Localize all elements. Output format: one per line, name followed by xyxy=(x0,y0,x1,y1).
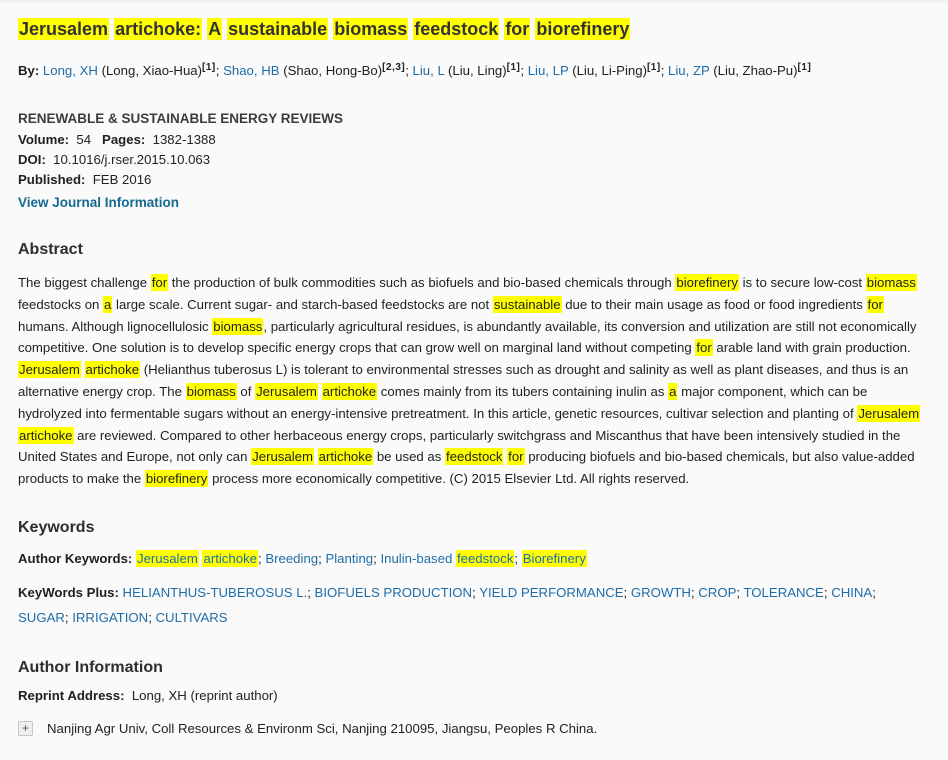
address-text: Nanjing Agr Univ, Coll Resources & Environm Sci, Nanjing 210095, Jiangsu, Peoples R China. xyxy=(47,720,598,736)
text-segment: 10.1016/j.rser.2015.10.063 xyxy=(45,152,211,167)
author-link[interactable]: Liu, L xyxy=(412,63,445,78)
author-link[interactable]: Liu, LP xyxy=(527,63,569,78)
text-segment: ; xyxy=(623,584,631,600)
abstract-heading: Abstract xyxy=(18,241,83,258)
keyword-plus-link[interactable]: CROP xyxy=(698,584,737,600)
text-segment: producing biofuels and bio-based chemicals, but also value-added products to make the xyxy=(18,449,919,487)
text-segment: (Helianthus tuberosus L) is tolerant to environmental stresses such as drought and salinity as well as plant diseases, and thus is an alternative energy crop. The xyxy=(18,362,912,399)
text-segment: is to secure low-cost xyxy=(738,275,866,290)
text-segment: ; xyxy=(64,609,73,625)
keyword-plus-link[interactable]: BIOFUELS PRODUCTION xyxy=(314,584,473,600)
view-journal-information-link[interactable]: View Journal Information xyxy=(18,195,180,210)
text-segment: The biggest challenge xyxy=(18,275,151,290)
keywords-plus-line xyxy=(18,580,930,630)
text-segment xyxy=(81,362,85,377)
reprint-address-line xyxy=(18,688,930,704)
text-segment: artichoke xyxy=(19,427,73,443)
text-segment: for xyxy=(505,19,530,39)
text-segment: biorefinery xyxy=(536,19,630,39)
text-segment: biomass xyxy=(866,275,916,290)
text-segment: artichoke: xyxy=(115,19,202,39)
text-segment: feedstocks on xyxy=(18,275,921,312)
author-link[interactable]: Shao, HB xyxy=(223,63,280,78)
volume-pages-line xyxy=(18,133,930,147)
affiliation-superscript: [1] xyxy=(797,62,812,73)
reprint-address-label: Reprint Address: xyxy=(18,687,125,703)
page-title xyxy=(18,17,930,41)
text-segment: Jerusalem xyxy=(19,19,109,39)
affiliation-superscript: [1] xyxy=(646,62,661,73)
keywords-heading: Keywords xyxy=(18,518,95,536)
address-row xyxy=(18,721,930,736)
text-segment: Long, XH (reprint author) xyxy=(124,687,278,703)
volume-label: Volume: xyxy=(18,132,70,147)
text-segment: a xyxy=(669,383,677,399)
keyword-link[interactable]: Biorefinery xyxy=(522,550,586,566)
text-segment: ; xyxy=(690,584,699,600)
author-keywords-line xyxy=(18,546,930,571)
published-line xyxy=(18,173,930,187)
text-segment: artichoke xyxy=(85,362,140,378)
keyword-plus-link[interactable]: HELIANTHUS-TUBEROSUS L. xyxy=(122,584,308,600)
text-segment: 54 xyxy=(69,132,103,147)
pages-label: Pages: xyxy=(102,132,146,147)
text-segment: due to their main usage as food or food ingredients xyxy=(561,296,867,312)
keyword-link[interactable]: feedstock xyxy=(456,550,514,566)
text-segment: are reviewed. Compared to other herbaceous energy crops, particularly switchgrass and Miscanthus that have been intensively studied in the United States and Europe, not only can xyxy=(18,427,905,465)
keyword-plus-link[interactable]: YIELD PERFORMANCE xyxy=(479,584,624,600)
published-label: Published: xyxy=(18,172,86,187)
keyword-plus-link[interactable]: CULTIVARS xyxy=(155,609,228,625)
text-segment: large scale. Current sugar- and starch-based feedstocks are not xyxy=(112,296,493,312)
author-link[interactable]: Liu, ZP xyxy=(668,63,710,78)
text-segment: be used as xyxy=(373,449,446,465)
keyword-plus-link[interactable]: IRRIGATION xyxy=(72,609,149,625)
text-segment: ; xyxy=(736,584,744,600)
text-segment: Jerusalem xyxy=(19,362,80,378)
text-segment: , particularly agricultural residues, is abundantly available, its conversion and utilization are still not economically competitive. One solution is to develop specific energy crops that can grow well on marginal land without competing xyxy=(18,318,921,356)
text-segment: ; xyxy=(215,63,224,78)
text-segment: Jerusalem xyxy=(252,449,313,465)
affiliation-superscript: [1] xyxy=(202,62,216,73)
expand-address-icon[interactable]: + xyxy=(18,721,33,736)
text-segment: humans. Although lignocellulosic xyxy=(18,296,888,334)
text-segment: (Liu, Ling) xyxy=(444,63,507,78)
text-segment: sustainable xyxy=(493,296,561,312)
keyword-link[interactable]: Breeding xyxy=(265,550,319,566)
byline-label: By: xyxy=(18,63,43,78)
text-segment: ; xyxy=(514,550,522,566)
text-segment: Jerusalem xyxy=(858,405,920,421)
affiliation-superscript: [1] xyxy=(506,62,521,73)
text-segment: ; xyxy=(405,63,413,78)
text-segment: comes mainly from its tubers containing inulin as xyxy=(377,383,669,399)
text-segment: ; xyxy=(660,63,669,78)
affiliation-superscript: [2,3] xyxy=(382,62,406,73)
text-segment: ; xyxy=(148,609,156,625)
text-segment: for xyxy=(508,449,524,465)
text-segment: biomass xyxy=(334,19,408,39)
text-segment: Jerusalem xyxy=(256,383,317,399)
text-segment: ; xyxy=(472,584,480,600)
text-segment: biomass xyxy=(186,383,236,399)
keyword-link[interactable]: artichoke xyxy=(203,550,257,566)
text-segment: (Liu, Zhao-Pu) xyxy=(709,63,798,78)
keyword-plus-link[interactable]: CHINA xyxy=(831,584,873,600)
author-link[interactable]: Long, XH xyxy=(42,63,98,78)
text-segment: feedstock xyxy=(446,449,503,465)
text-segment: arable land with grain production. xyxy=(712,340,915,356)
text-segment: ; xyxy=(520,63,528,78)
text-segment: artichoke xyxy=(318,449,373,465)
text-segment xyxy=(920,406,924,421)
text-segment: ; xyxy=(823,584,832,600)
doi-label: DOI: xyxy=(18,152,46,167)
text-segment: of xyxy=(236,383,256,399)
text-segment: for xyxy=(151,275,168,290)
keyword-plus-link[interactable]: SUGAR xyxy=(18,609,65,625)
keyword-link[interactable]: Jerusalem xyxy=(136,550,198,566)
text-segment: ; xyxy=(258,550,266,566)
text-segment: the production of bulk commodities such as biofuels and bio-based chemicals through xyxy=(168,275,676,290)
text-segment: FEB 2016 xyxy=(85,172,152,187)
doi-line xyxy=(18,153,930,167)
text-segment: (Long, Xiao-Hua) xyxy=(97,63,203,78)
text-segment: A xyxy=(208,19,222,39)
keywords-plus-label: KeyWords Plus: xyxy=(18,584,123,600)
author-keywords-label: Author Keywords: xyxy=(18,550,136,566)
text-segment: 1382-1388 xyxy=(145,132,216,147)
text-segment: for xyxy=(867,296,883,312)
source-block xyxy=(18,111,930,212)
author-information-heading: Author Information xyxy=(18,658,163,676)
text-segment: biorefinery xyxy=(676,275,738,290)
text-segment: ; xyxy=(872,584,880,600)
text-segment: feedstock xyxy=(414,19,499,39)
abstract-text xyxy=(18,272,930,490)
text-segment: artichoke xyxy=(322,383,377,399)
keyword-link[interactable]: Inulin-based xyxy=(380,550,456,566)
text-segment: biorefinery xyxy=(145,471,208,487)
text-segment: major component, which can be hydrolyzed into fermentable sugars without an energy-intensive pretreatment. In this article, genetic resources, cultivar selection and planting of xyxy=(18,383,871,421)
journal-title: RENEWABLE & SUSTAINABLE ENERGY REVIEWS xyxy=(18,111,344,126)
text-segment: (Shao, Hong-Bo) xyxy=(279,63,383,78)
text-segment: ; xyxy=(307,584,315,600)
keyword-link[interactable]: Planting xyxy=(325,550,374,566)
text-segment: ; xyxy=(373,550,381,566)
text-segment: (Liu, Li-Ping) xyxy=(568,63,647,78)
text-segment: ; xyxy=(318,550,326,566)
text-segment: for xyxy=(696,340,712,356)
keyword-plus-link[interactable]: TOLERANCE xyxy=(743,584,824,600)
text-segment: a xyxy=(104,296,112,312)
author-byline xyxy=(18,62,930,82)
text-segment: biomass xyxy=(213,318,263,334)
keyword-plus-link[interactable]: GROWTH xyxy=(630,584,691,600)
text-segment: process more economically competitive. (C) 2015 Elsevier Ltd. All rights reserved. xyxy=(208,471,690,487)
text-segment: sustainable xyxy=(228,19,328,39)
